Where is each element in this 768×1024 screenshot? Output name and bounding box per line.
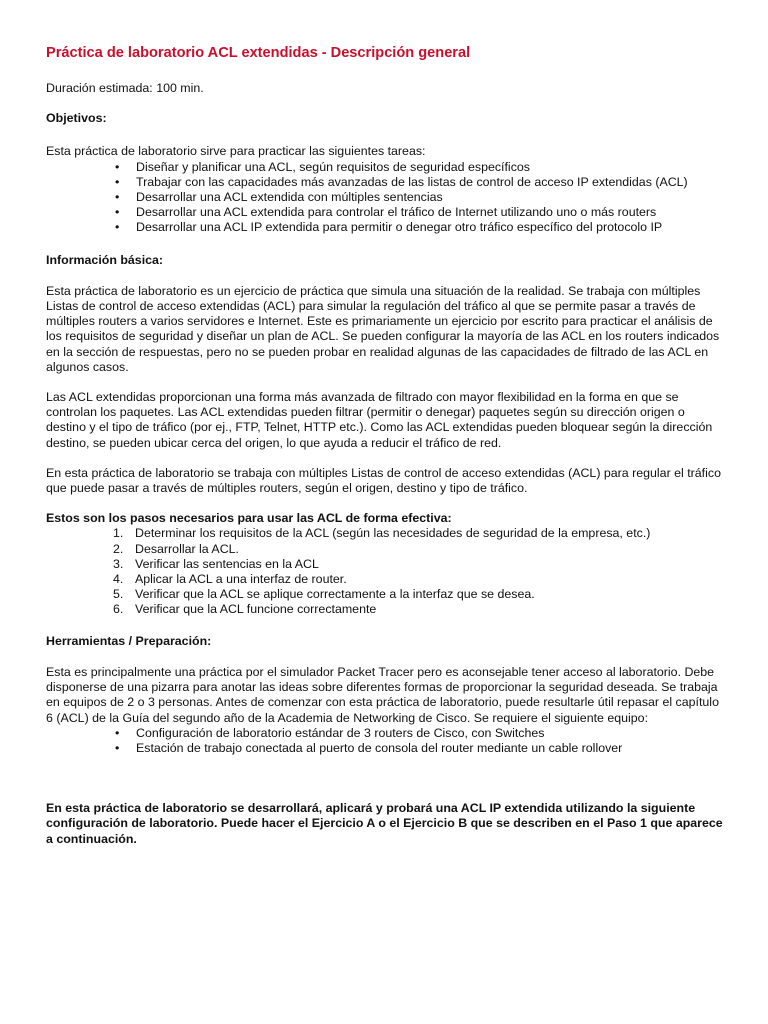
step-text: Verificar que la ACL funcione correctamente xyxy=(135,602,377,617)
list-item xyxy=(115,175,726,190)
bullet-icon: • xyxy=(115,220,120,235)
duration-text: Duración estimada: 100 min. xyxy=(46,81,204,95)
bullet-icon: • xyxy=(115,190,120,205)
page-title: Práctica de laboratorio ACL extendidas - Descripción general xyxy=(46,45,471,61)
step-number: 4. xyxy=(113,572,124,587)
list-item-text: Configuración de laboratorio estándar de 3 routers de Cisco, con Switches xyxy=(136,725,545,740)
step-text: Desarrollar la ACL. xyxy=(135,541,239,556)
step-number: 1. xyxy=(113,526,124,541)
list-item xyxy=(115,160,726,175)
step-item xyxy=(113,602,726,617)
list-item-text: Desarrollar una ACL extendida con múltiples sentencias xyxy=(136,190,443,205)
tools-heading: Herramientas / Preparación: xyxy=(46,633,212,648)
step-item xyxy=(113,542,726,557)
step-text: Determinar los requisitos de la ACL (según las necesidades de seguridad de la empresa, etc.) xyxy=(135,526,651,541)
bullet-icon: • xyxy=(115,174,120,189)
list-item xyxy=(115,741,726,756)
step-text: Verificar que la ACL se aplique correctamente a la interfaz que se desea. xyxy=(135,587,535,602)
list-item-text: Estación de trabajo conectada al puerto de consola del router mediante un cable rollover xyxy=(136,740,623,755)
step-number: 6. xyxy=(113,602,124,617)
step-number: 5. xyxy=(113,587,124,602)
objectives-heading: Objetivos: xyxy=(46,111,107,126)
objectives-intro: Esta práctica de laboratorio sirve para practicar las siguientes tareas: xyxy=(46,144,426,159)
step-text: Aplicar la ACL a una interfaz de router. xyxy=(135,572,347,587)
basic-info-paragraph-3: En esta práctica de laboratorio se trabaja con múltiples Listas de control de acceso extendidas (ACL) para regular el tráfico que puede pasar a través de múltiples routers, según el origen, destino y tipo de tráfico. xyxy=(46,465,721,496)
steps-heading: Estos son los pasos necesarios para usar las ACL de forma efectiva: xyxy=(46,511,452,526)
basic-info-heading: Información básica: xyxy=(46,252,164,267)
list-item-text: Diseñar y planificar una ACL, según requisitos de seguridad específicos xyxy=(136,159,530,174)
step-item xyxy=(113,572,726,587)
list-item xyxy=(115,726,726,741)
tools-paragraph: Esta es principalmente una práctica por el simulador Packet Tracer pero es aconsejable tener acceso al laboratorio. Debe disponerse de una pizarra para anotar las ideas sobre diferentes formas de proporcionar la seguridad deseada. Se trabaja en equipos de 2 o 3 personas. Antes de comenzar con esta práctica de laboratorio, puede resultarle útil repasar el capítulo 6 (ACL) de la Guía del segundo año de la Academia de Networking de Cisco. Se requiere el siguiente equipo: xyxy=(46,664,719,725)
bullet-icon: • xyxy=(115,205,120,220)
document-page xyxy=(46,44,726,847)
list-item xyxy=(115,190,726,205)
bullet-icon: • xyxy=(115,725,120,740)
list-item-text: Desarrollar una ACL IP extendida para permitir o denegar otro tráfico específico del protocolo IP xyxy=(136,220,663,235)
step-item xyxy=(113,526,726,541)
bullet-icon: • xyxy=(115,159,120,174)
final-paragraph: En esta práctica de laboratorio se desarrollará, aplicará y probará una ACL IP extendida utilizando la siguiente configuración de laboratorio. Puede hacer el Ejercicio A o el Ejercicio B que se describen en el Paso 1 que aparece a continuación. xyxy=(46,801,723,846)
step-number: 3. xyxy=(113,556,124,571)
step-item xyxy=(113,557,726,572)
basic-info-paragraph-2: Las ACL extendidas proporcionan una forma más avanzada de filtrado con mayor flexibilidad en la forma en que se controlan los paquetes. Las ACL extendidas pueden filtrar (permitir o denegar) paquetes según su dirección origen o destino y el tipo de tráfico (por ej., FTP, Telnet, HTTP etc.). Como las ACL extendidas pueden bloquear según la dirección destino, se pueden ubicar cerca del origen, lo que ayuda a reducir el tráfico de red. xyxy=(46,390,713,450)
list-item xyxy=(115,205,726,220)
basic-info-paragraph-1: Esta práctica de laboratorio es un ejercicio de práctica que simula una situación de la realidad. Se trabaja con múltiples Listas de control de acceso extendidas (ACL) para simular la regulación del tráfico al que se permite pasar a través de múltiples routers a varios servidores e Internet. Este es primariamente un ejercicio por escrito para practicar el análisis de los requisitos de seguridad y diseñar un plan de ACL. Se pueden configurar la mayoría de las ACL en los routers indicados en la sección de respuestas, pero no se pueden probar en realidad algunas de las capacidades de filtrado de las ACL en algunos casos. xyxy=(46,283,720,374)
list-item xyxy=(115,220,726,235)
step-item xyxy=(113,587,726,602)
list-item-text: Desarrollar una ACL extendida para controlar el tráfico de Internet utilizando uno o más routers xyxy=(136,205,657,220)
list-item-text: Trabajar con las capacidades más avanzadas de las listas de control de acceso IP extendidas (ACL) xyxy=(136,174,688,189)
step-number: 2. xyxy=(113,541,124,556)
equipment-list xyxy=(46,726,726,756)
bullet-icon: • xyxy=(115,740,120,755)
step-text: Verificar las sentencias en la ACL xyxy=(135,556,319,571)
steps-list xyxy=(46,526,726,617)
objectives-list xyxy=(46,160,726,236)
